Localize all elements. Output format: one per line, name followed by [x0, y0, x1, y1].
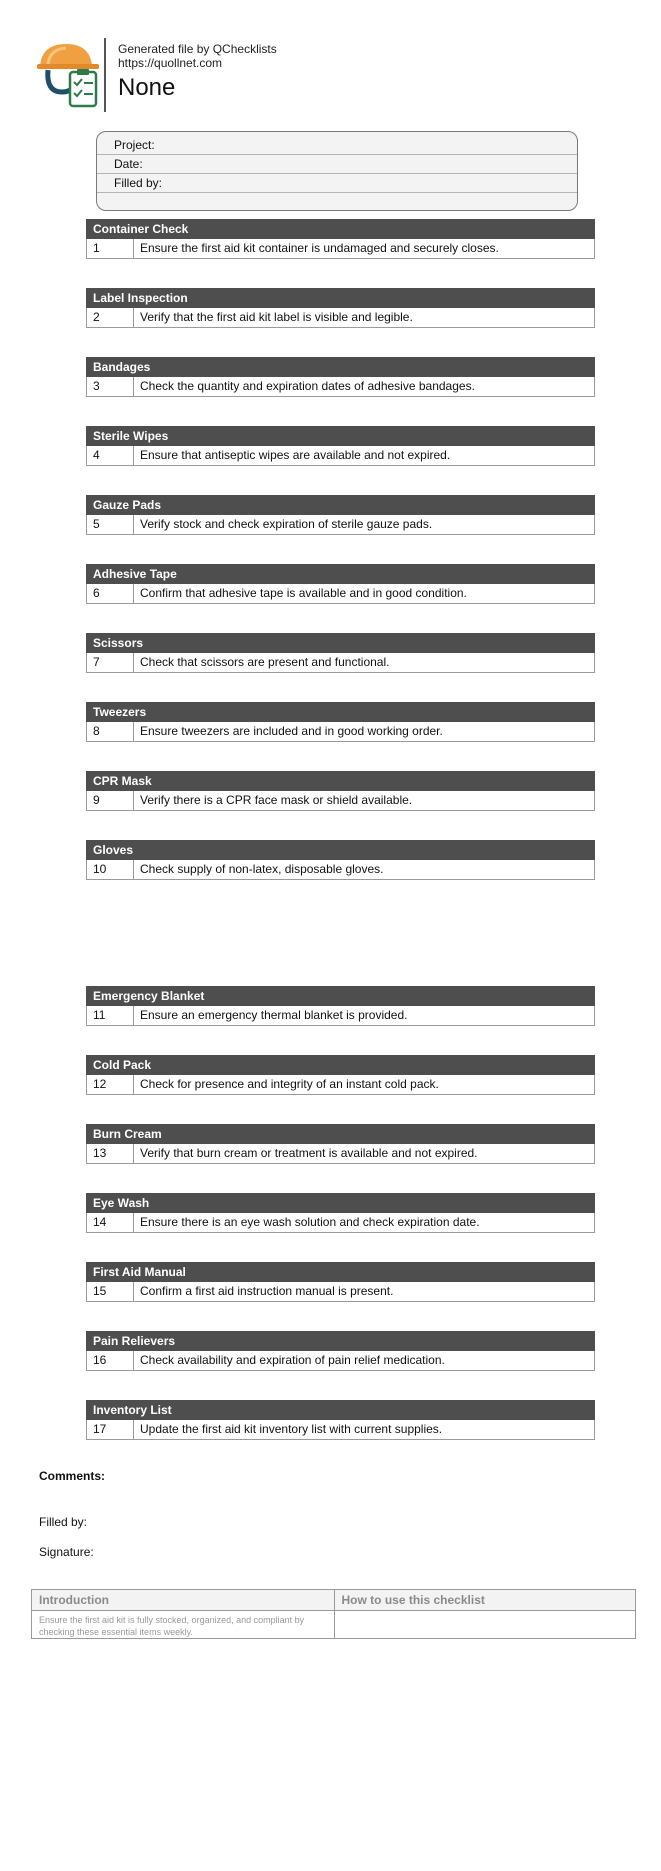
checklist-row[interactable]	[86, 722, 595, 742]
checklist-row[interactable]	[86, 1075, 595, 1095]
introduction-table	[31, 1589, 636, 1639]
project-field[interactable]: Project:	[97, 136, 577, 155]
section-title: Scissors	[86, 633, 595, 653]
comments-label: Comments:	[39, 1469, 106, 1483]
section-title: Label Inspection	[86, 288, 595, 308]
document-title: None	[118, 74, 176, 101]
checklist-row[interactable]	[86, 515, 595, 535]
introduction-text: Ensure the first aid kit is fully stocked, organized, and compliant by checking these essential items weekly.	[39, 1615, 305, 1637]
item-text: Check the quantity and expiration dates of adhesive bandages.	[140, 379, 475, 393]
quollnet-logo	[34, 40, 104, 112]
item-text: Verify stock and check expiration of sterile gauze pads.	[140, 517, 433, 531]
item-text: Ensure the first aid kit container is undamaged and securely closes.	[140, 241, 499, 255]
checklist-row[interactable]	[86, 446, 595, 466]
checklist-section	[86, 633, 595, 673]
item-number: 2	[87, 308, 134, 327]
item-number: 3	[87, 377, 134, 396]
checklist-section	[86, 1331, 595, 1371]
date-field[interactable]: Date:	[97, 155, 577, 174]
checklist-row[interactable]	[86, 239, 595, 259]
item-number: 7	[87, 653, 134, 672]
item-text: Ensure there is an eye wash solution and check expiration date.	[140, 1215, 480, 1229]
item-text: Ensure tweezers are included and in good working order.	[140, 724, 443, 738]
header-divider	[104, 38, 106, 112]
section-title: Burn Cream	[86, 1124, 595, 1144]
how-to-use-text	[334, 1611, 636, 1638]
section-title: Adhesive Tape	[86, 564, 595, 584]
section-title: Sterile Wipes	[86, 426, 595, 446]
checklist-section	[86, 495, 595, 535]
item-number: 11	[87, 1006, 134, 1025]
item-number: 15	[87, 1282, 134, 1301]
checklist-section	[86, 986, 595, 1026]
checklist-section	[86, 840, 595, 880]
checklist-row[interactable]	[86, 308, 595, 328]
item-number: 4	[87, 446, 134, 465]
checklist-section	[86, 219, 595, 259]
item-text: Check for presence and integrity of an instant cold pack.	[140, 1077, 439, 1091]
filled-by-field[interactable]: Filled by:	[97, 174, 577, 193]
item-number: 8	[87, 722, 134, 741]
checklist-row[interactable]	[86, 1213, 595, 1233]
item-text: Ensure that antiseptic wipes are available and not expired.	[140, 448, 451, 462]
checklist-section	[86, 288, 595, 328]
checklist-section	[86, 1124, 595, 1164]
checklist-section	[86, 702, 595, 742]
checklist-row[interactable]	[86, 1351, 595, 1371]
section-title: Emergency Blanket	[86, 986, 595, 1006]
item-number: 17	[87, 1420, 134, 1439]
item-number: 14	[87, 1213, 134, 1232]
item-number: 1	[87, 239, 134, 258]
checklist-row[interactable]	[86, 1420, 595, 1440]
section-title: Pain Relievers	[86, 1331, 595, 1351]
info-blank-row	[97, 193, 577, 211]
item-text: Verify that burn cream or treatment is available and not expired.	[140, 1146, 478, 1160]
item-text: Verify that the first aid kit label is visible and legible.	[140, 310, 413, 324]
item-number: 9	[87, 791, 134, 810]
project-info-box	[96, 131, 578, 211]
checklist-section	[86, 1193, 595, 1233]
item-text: Ensure an emergency thermal blanket is provided.	[140, 1008, 408, 1022]
website-url[interactable]: https://quollnet.com	[118, 56, 223, 70]
section-title: Cold Pack	[86, 1055, 595, 1075]
checklist-row[interactable]	[86, 653, 595, 673]
item-number: 12	[87, 1075, 134, 1094]
section-title: CPR Mask	[86, 771, 595, 791]
item-text: Check supply of non-latex, disposable gloves.	[140, 862, 384, 876]
checklist-section	[86, 1262, 595, 1302]
checklist-section	[86, 771, 595, 811]
checklist-row[interactable]	[86, 1144, 595, 1164]
checklist-row[interactable]	[86, 584, 595, 604]
section-title: Eye Wash	[86, 1193, 595, 1213]
signature-label: Signature:	[39, 1545, 94, 1559]
item-text: Verify there is a CPR face mask or shield available.	[140, 793, 413, 807]
checklist-row[interactable]	[86, 1006, 595, 1026]
checklist-row[interactable]	[86, 377, 595, 397]
section-title: Container Check	[86, 219, 595, 239]
checklist-section	[86, 564, 595, 604]
checklist-section	[86, 1055, 595, 1095]
item-text: Check that scissors are present and functional.	[140, 655, 390, 669]
checklist-section	[86, 1400, 595, 1440]
section-title: Gloves	[86, 840, 595, 860]
checklist-row[interactable]	[86, 1282, 595, 1302]
item-number: 16	[87, 1351, 134, 1370]
checklist-row[interactable]	[86, 860, 595, 880]
section-title: Inventory List	[86, 1400, 595, 1420]
section-title: First Aid Manual	[86, 1262, 595, 1282]
checklist-section	[86, 357, 595, 397]
section-title: Gauze Pads	[86, 495, 595, 515]
item-text: Check availability and expiration of pain relief medication.	[140, 1353, 445, 1367]
checklist-row[interactable]	[86, 791, 595, 811]
item-text: Confirm that adhesive tape is available and in good condition.	[140, 586, 467, 600]
introduction-heading: Introduction	[39, 1593, 109, 1607]
generated-by-text: Generated file by QChecklists	[118, 42, 277, 56]
item-text: Confirm a first aid instruction manual is present.	[140, 1284, 394, 1298]
item-number: 6	[87, 584, 134, 603]
section-title: Tweezers	[86, 702, 595, 722]
filled-by-label: Filled by:	[39, 1515, 88, 1529]
item-number: 13	[87, 1144, 134, 1163]
item-number: 10	[87, 860, 134, 879]
item-number: 5	[87, 515, 134, 534]
item-text: Update the first aid kit inventory list with current supplies.	[140, 1422, 443, 1436]
checklist-section	[86, 426, 595, 466]
how-to-use-heading: How to use this checklist	[334, 1590, 636, 1610]
section-title: Bandages	[86, 357, 595, 377]
